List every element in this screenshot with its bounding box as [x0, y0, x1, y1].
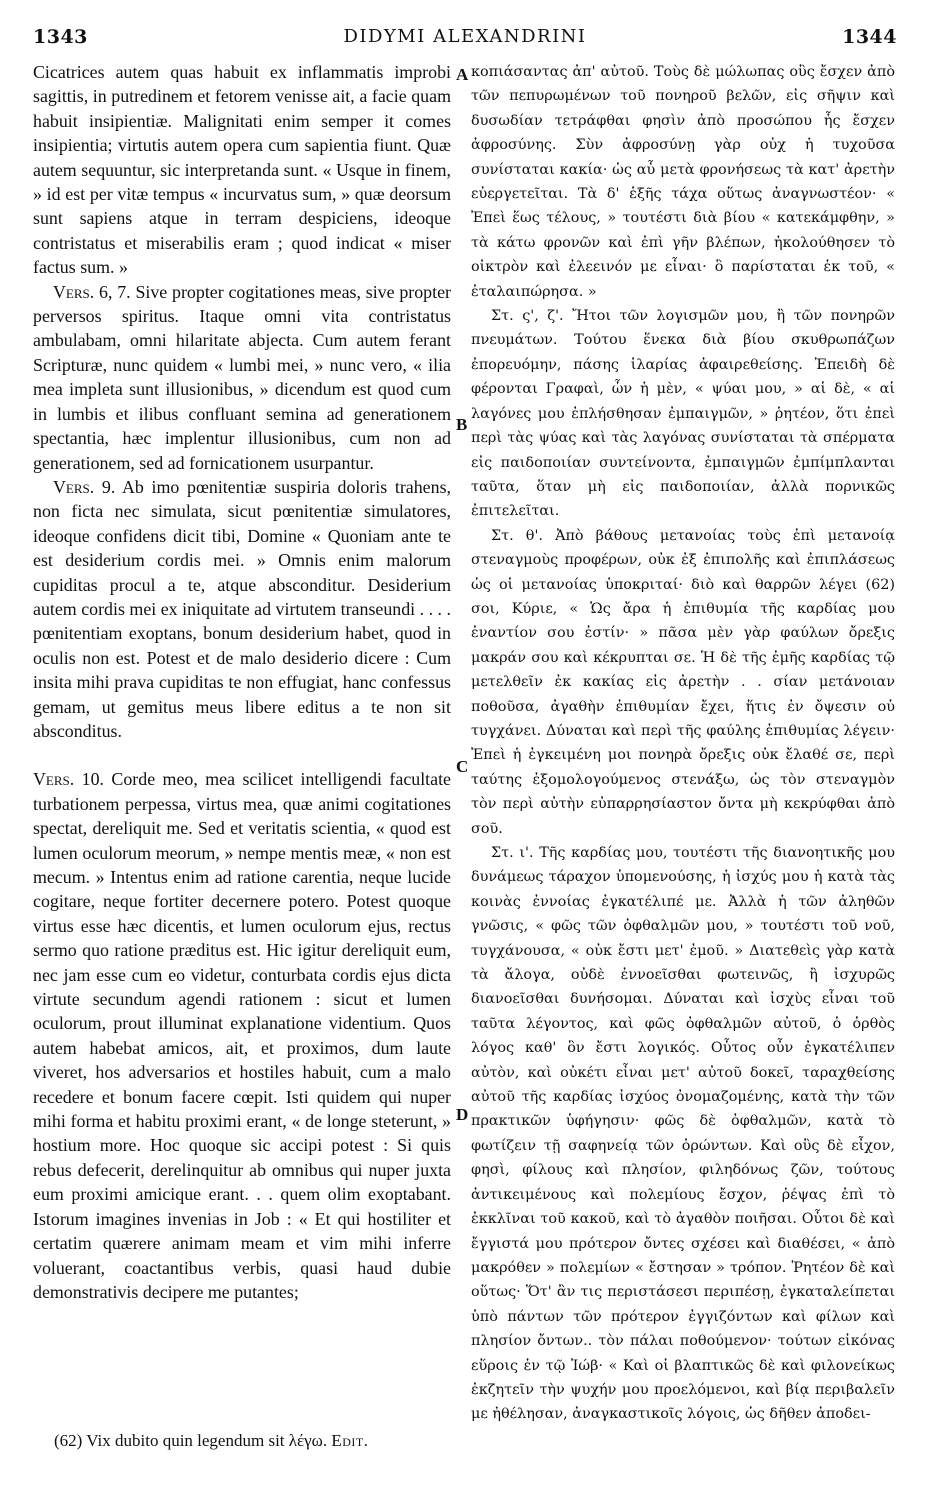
latin-column: [33, 60, 451, 1304]
latin-paragraph-1: Cicatrices autem quas habuit ex inflammatis improbi sagittis, in putredinem et fetorem venisse ait, a facie quam habuit insipientiæ. Malignitati enim semper it comes insipientia; virtutis autem opera cum sapientia fiunt. Quæ autem sequuntur, sic interpretanda sunt. « Usque in finem, » id est per vitæ tempus « incurvatus sum, » quæ deorsum sunt sapiens atque in terram despiciens, ideoque contristatus et miserabilis eram ; quod indicat « miser factus sum. »: [33, 62, 451, 278]
verse-label: Vers.: [53, 281, 95, 302]
section-marker-c: C: [456, 757, 469, 776]
footnote: [54, 1431, 454, 1451]
footnote-editor: Edit.: [331, 1431, 369, 1450]
greek-column: [471, 60, 895, 1427]
latin-paragraph-4: [33, 767, 451, 1304]
section-marker-b: B: [456, 415, 468, 434]
latin-paragraph-2: [33, 280, 451, 475]
section-marker-d: D: [456, 1105, 469, 1124]
latin-paragraph-2-text: 6, 7. Sive propter cogitationes meas, sive propter perversos spiritus. Itaque omni vita contristatus ambulabam, omni hilaritate abjecta. Cum autem ferant Scripturæ, nunc quidem « lumbi mei, » nunc vero, « ilia mea impleta sunt illusionibus, » dicendum est quod cum in lumbis et ilibus confluant semina ad generationem spectantia, hæc implentur illusionibus, cum non ad generationem, sed ad fornicationem usurpantur.: [33, 281, 451, 473]
greek-paragraph-3: Στ. θ'. Ἀπὸ βάθους μετανοίας τοὺς ἐπὶ μετανοίᾳ στεναγμοὺς προφέρων, οὐκ ἐξ ἐπιπολῆς καὶ ἐπιπλάσεως ὡς οἱ μετανοίας ὑποκριταί· διὸ καὶ θαρρῶν λέγει (62) σοι, Κύριε, « Ὡς ἄρα ἡ ἐπιθυμία τῆς καρδίας μου ἐναντίον σου ἐστίν· » πᾶσα μὲν γὰρ φαύλων ὄρεξις μακράν σου καὶ κέκρυπται σε. Ἡ δὲ τῆς ἐμῆς καρδίας τῷ μετελθεῖν ἐκ κακίας εἰς ἀρετὴν . . σίαν μετάνοιαν ποθοῦσα, ἀγαθὴν ἐπιθυμίαν ἔχει, ἥτις ἐν ὄψεσιν οὐ τυγχάνει. Δύναται καὶ περὶ τῆς φαύλης ἐπιθυμίας λέγειν· Ἐπεὶ ἡ ἐγκειμένη μοι πονηρὰ ὄρεξις οὐκ ἔλαθέ σε, περὶ ταύτης ἐξομολογούμενος στενάξω, ὡς τὸν στεναγμὸν τὸν περὶ αὐτὴν εὐπαρρησίαστον ὄντα μὴ κεκρύφθαι ἀπὸ σοῦ.: [471, 527, 895, 837]
greek-paragraph-1: κοπιάσαντας ἀπ' αὐτοῦ. Τοὺς δὲ μώλωπας οὓς ἔσχεν ἀπὸ τῶν πεπυρωμένων τοῦ πονηροῦ βελῶν, εἰς σῆψιν καὶ δυσωδίαν τετράφθαι φησὶν ἀπὸ προσώπου ἧς ἔσχεν ἀφροσύνης. Σὺν ἀφροσύνῃ γὰρ οὐχ ἡ τυχοῦσα συνίσταται κακία· ὡς αὖ μετὰ φρονήσεως τὰ κατ' ἀρετὴν εὐεργετεῖται. Τὰ δ' ἑξῆς τάχα οὕτως ἀναγνωστέον· « Ἐπεὶ ἕως τέλους, » τουτέστι διὰ βίου « κατεκάμφθην, » τὰ κάτω φρονῶν καὶ ἐπὶ γῆν βλέπων, ἠκολούθησεν τὸ οἰκτρὸν καὶ ἐλεεινόν με εἶναι· ὃ παρίσταται ἐκ τοῦ, « ἐταλαιπώρησα. »: [471, 64, 895, 300]
greek-paragraph-4: Στ. ι'. Τῆς καρδίας μου, τουτέστι τῆς διανοητικῆς μου δυνάμεως τάραχον ὑπομενούσης, ἡ ἰσχύς μου ἡ κατὰ τὰς κοινὰς ἐννοίας ἐγκατέλιπέ με. Ἀλλὰ ἡ τῶν ἀληθῶν γνῶσις, « φῶς τῶν ὀφθαλμῶν μου, » τουτέστι τοῦ νοῦ, τυγχάνουσα, « οὐκ ἔστι μετ' ἐμοῦ. » Διατεθεὶς γὰρ κατὰ τὰ ἄλογα, οὐδὲ ἐννοεῖσθαι φωτεινῶς, ἢ ἰσχυρῶς διανοεῖσθαι δυνήσομαι. Δύναται καὶ ἰσχὺς εἶναι τοῦ ταῦτα λέγοντος, καὶ φῶς ὀφθαλμῶν αὐτοῦ, ὁ ὀρθὸς λόγος καθ' ὃν ἔστι λογικός. Οὗτος οὖν ἐγκατέλιπεν αὐτὸν, καὶ οὐκέτι εἶναι μετ' αὐτοῦ δοκεῖ, ταραχθείσης αὐτοῦ τῆς καρδίας ἰσχύος ὀνομαζομένης, κατὰ τὴν τῶν πρακτικῶν ὑφήγησιν· φῶς δὲ ὀφθαλμῶν, κατὰ τὸ φωτίζειν τῇ σαφηνείᾳ τῶν ὁρώντων. Καὶ οὓς δὲ εἶχον, φησὶ, φίλους καὶ πλησίον, φιληδόνως ζῶν, τούτους ἀντικειμένους καὶ πολεμίους ἔσχον, ῥέψας ἐπὶ τὸ ἐκκλῖναι τοῦ κακοῦ, καὶ τὸ ἀγαθὸν ποιῆσαι. Οὗτοι δὲ καὶ ἔγγιστά μου πρότερον ὄντες σχέσει καὶ διαθέσει, « ἀπὸ μακρόθεν » πολεμίων « ἔστησαν » τρόπον. Ῥητέον δὲ καὶ οὕτως· Ὅτ' ἂν τις περιστάσεσι περιπέσῃ, ἐγκαταλείπεται ὑπὸ πάντων τῶν πρότερον ἐγγιζόντων καὶ φίλων καὶ πλησίον ὄντων.. τὸν πάλαι ποθούμενον· τούτων εἰκόνας εὕροις ἐν τῷ Ἰώβ· « Καὶ οἱ βλαπτικῶς δὲ καὶ φιλονείκως ἐκζητεῖν τὴν ψυχήν μου προελόμενοι, καὶ βίᾳ περιβαλεῖν με ἠθέλησαν, ἀναγκαστικοῖς λόγοις, ὡς δῆθεν ἀποδει-: [471, 845, 895, 1423]
verse-label: Vers.: [53, 476, 95, 497]
latin-paragraph-4-text: 10. Corde meo, mea scilicet intelligendi facultate turbationem perpessa, virtus mea, quæ animi cogitationes spectat, dereliquit me. Sed et veritatis scientia, « quod est lumen oculorum meorum, » nempe mentis meæ, « non est mecum. » Intentus enim ad ratione carentia, neque lucide cogitare, neque fortiter decernere potero. Potest quoque virtus esse hæc dicentis, et lumen oculorum ejus, rectus sermo quo ratione præditus est. Hic igitur dereliquit eum, nec jam esse cum eo videtur, conturbata cordis ejus dicta virtute secundum agendi rationem : sicut et lumen oculorum, prout illuminat explanatione videntium. Quos autem habebat amicos, ait, et proximos, dum laute viveret, hos adversarios et hostiles habuit, cum a malo recedere et bonum facere cœpit. Isti quidem qui nuper mihi forma et habitu proximi erant, « de longe steterunt, » hostium more. Hoc quoque sic accipi potest : Si quis rebus defecerit, derelinquitur ab omnibus qui nuper juxta eum proximi amicique erant. . . quem olim exoptabant. Istorum imagines invenias in Job : « Et qui hostiliter et certatim quærere animam meam et vim mihi inferre voluerant, coactantibus verbis, quasi haud dubie demonstrativis decipere me putantes;: [33, 769, 451, 1302]
section-marker-a: A: [456, 65, 469, 84]
latin-paragraph-3: [33, 475, 451, 743]
running-title: DIDYMI ALEXANDRINI: [343, 26, 587, 47]
greek-paragraph-2: Στ. ς', ζ'. Ἤτοι τῶν λογισμῶν μου, ἢ τῶν πονηρῶν πνευμάτων. Τούτου ἕνεκα διὰ βίου σκυθρωπάζων ἐπορευόμην, πάσης ἱλαρίας ἀφαιρεθείσης. Ἐπειδὴ δὲ φέρονται Γραφαὶ, ὧν ἡ μὲν, « ψύαι μου, » αἱ δὲ, « αἱ λαγόνες μου ἐπλήσθησαν ἐμπαιγμῶν, » ῥητέον, ὅτι ἐπεὶ περὶ τὰς ψύας καὶ τὰς λαγόνας συνίσταται τὰ σπέρματα εἰς παιδοποιίαν συντείνοντα, ἐμπαιγμῶν ἐμπίμπλανται ταῦτα, ὅταν μὴ εἰς παιδοποιίαν, ἀλλὰ πορνικῶς ἐπιτελεῖται.: [471, 308, 895, 520]
page-number-left: 1343: [33, 26, 88, 48]
page-number-right: 1344: [842, 26, 897, 48]
page-header: [33, 26, 897, 52]
latin-paragraph-3-text: 9. Ab imo pœnitentiæ suspiria doloris trahens, non ficta nec simulata, sicut pœnitentiæ simulatores, ideoque confidens dicit tibi, Domine « Quoniam ante te est desiderium cordis mei. » Omnis enim malorum cupiditas procul a te, atque absconditur. Desiderium autem cordis mei ex iniquitate ad virtutem transeundi . . . . pœnitentiam exoptans, bonum desiderium habet, quod in oculis non est. Potest et de malo desiderio dicere : Cum insita mihi prava cupiditas te non effugiat, hanc confessus gemam, ut gemitus meus libere editus a te non sit absconditus.: [33, 476, 451, 741]
footnote-text: (62) Vix dubito quin legendum sit λέγω.: [54, 1431, 328, 1450]
verse-label: Vers.: [33, 769, 75, 790]
